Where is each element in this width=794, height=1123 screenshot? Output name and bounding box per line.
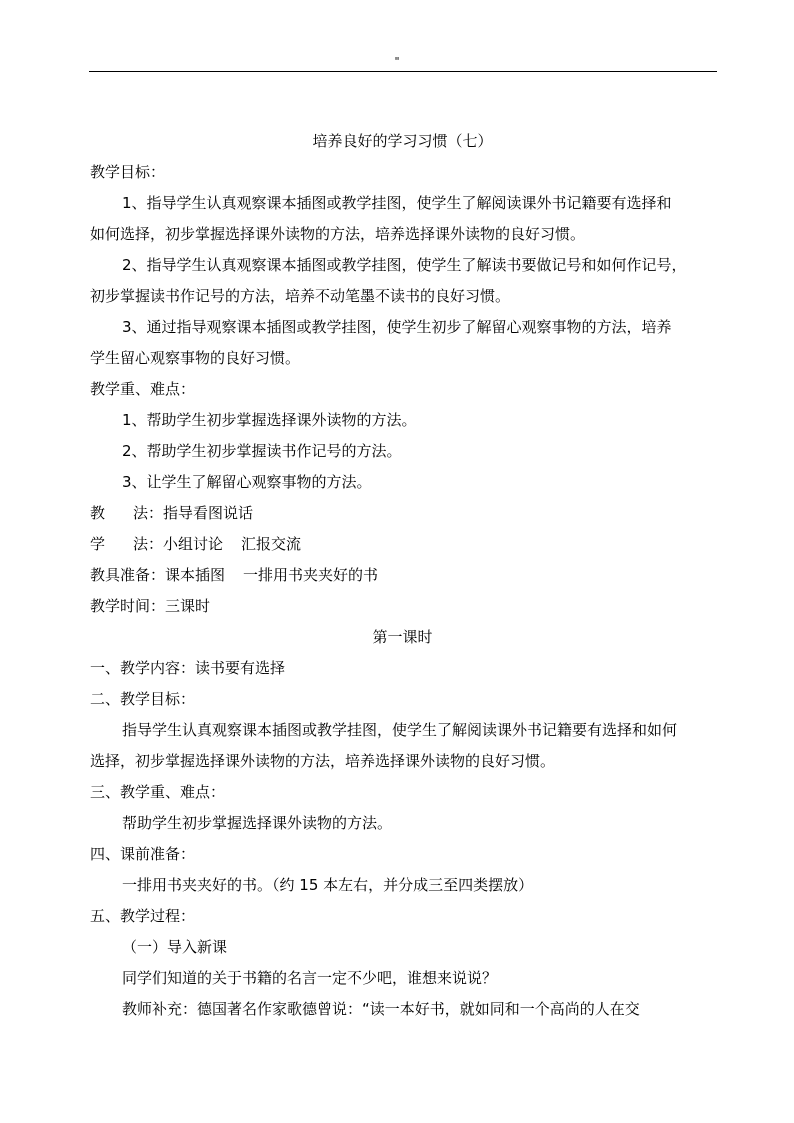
lesson1-process-p1: 同学们知道的关于书籍的名言一定不少吧，谁想来说说？ xyxy=(122,969,498,987)
lesson1-goal-heading: 二、教学目标： xyxy=(90,690,196,708)
lesson1-key-heading: 三、教学重、难点： xyxy=(90,783,226,801)
goal-item-2b: 初步掌握读书作记号的方法，培养不动笔墨不读书的良好习惯。 xyxy=(90,287,511,305)
teaching-tools xyxy=(90,560,715,591)
lesson1-process-heading: 五、教学过程： xyxy=(90,907,196,925)
goal-item-1a: 1、指导学生认真观察课本插图或教学挂图，使学生了解阅读课外书记籍要有选择和 xyxy=(122,194,672,212)
teach-method-char: 教 xyxy=(90,504,106,522)
goals-heading: 教学目标： xyxy=(90,163,166,181)
header-rule xyxy=(89,71,717,72)
lesson1-goal-line1: 指导学生认真观察课本插图或教学挂图，使学生了解阅读课外书记籍要有选择和如何 xyxy=(122,721,678,739)
lesson1-process-sub: （一）导入新课 xyxy=(122,938,228,956)
goal-item-3a: 3、通过指导观察课本插图或教学挂图，使学生初步了解留心观察事物的方法，培养 xyxy=(122,318,672,336)
goal-item-2a: 2、指导学生认真观察课本插图或教学挂图，使学生了解读书要做记号和如何作记号， xyxy=(122,256,687,274)
teach-method xyxy=(90,498,715,529)
lesson1-process-p2: 教师补充：德国著名作家歌德曾说：“读一本好书，就如同和一个高尚的人在交 xyxy=(122,1000,640,1018)
lesson1-key-text: 帮助学生初步掌握选择课外读物的方法。 xyxy=(122,814,393,832)
keypoints-heading: 教学重、难点： xyxy=(90,380,196,398)
learn-method-extra: 汇报交流 xyxy=(241,535,302,553)
lesson1-prep-text: 一排用书夹夹好的书。（约 15 本左右，并分成三至四类摆放） xyxy=(122,876,534,894)
goal-item-3b: 学生留心观察事物的良好习惯。 xyxy=(90,349,301,367)
keypoint-item-3: 3、让学生了解留心观察事物的方法。 xyxy=(122,473,372,491)
goal-item-1b: 如何选择，初步掌握选择课外读物的方法，培养选择课外读物的良好习惯。 xyxy=(90,225,586,243)
document-body xyxy=(90,126,715,1025)
teaching-tools-extra: 一排用书夹夹好的书 xyxy=(243,566,379,584)
learn-method-char: 学 xyxy=(90,535,106,553)
lesson1-content: 一、教学内容：读书要有选择 xyxy=(90,659,286,677)
header-mark: " xyxy=(394,55,400,68)
keypoint-item-1: 1、帮助学生初步掌握选择课外读物的方法。 xyxy=(122,411,417,429)
teaching-tools-text: 教具准备：课本插图 xyxy=(90,566,226,584)
learn-method-text: 法：小组讨论 xyxy=(133,535,224,553)
lesson1-goal-line2: 选择，初步掌握选择课外读物的方法，培养选择课外读物的良好习惯。 xyxy=(90,752,556,770)
learn-method xyxy=(90,529,715,560)
document-title: 培养良好的学习习惯（七） xyxy=(312,132,493,150)
teach-method-text: 法：指导看图说话 xyxy=(133,504,254,522)
teaching-time: 教学时间：三课时 xyxy=(90,597,211,615)
lesson1-heading: 第一课时 xyxy=(372,628,433,646)
lesson1-prep-heading: 四、课前准备： xyxy=(90,845,196,863)
keypoint-item-2: 2、帮助学生初步掌握读书作记号的方法。 xyxy=(122,442,402,460)
